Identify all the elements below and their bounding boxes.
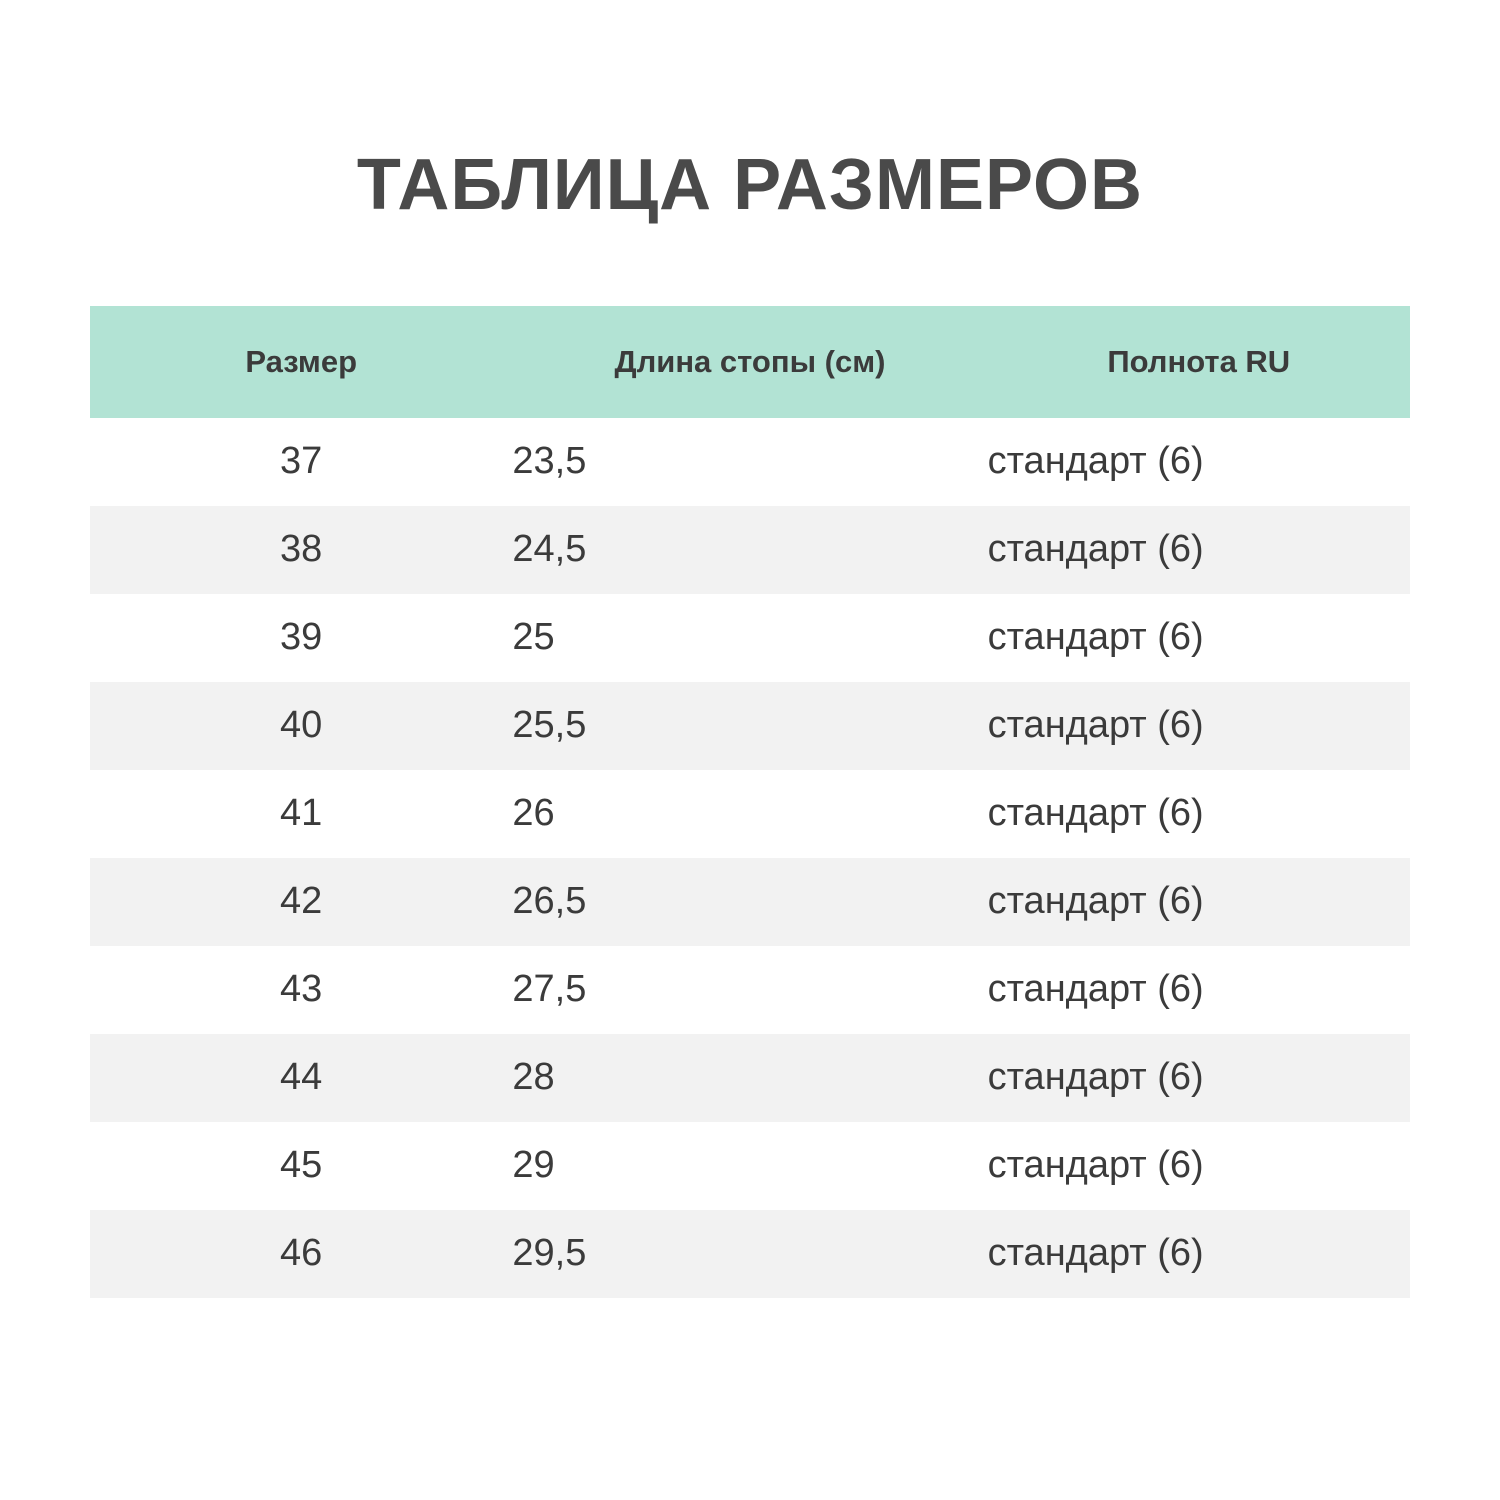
cell-size: 39 <box>280 616 323 659</box>
cell-width-ru: стандарт (6) <box>988 1034 1410 1122</box>
cell-width-ru: стандарт (6) <box>987 440 1204 483</box>
cell-foot-length: 26 <box>512 792 555 835</box>
cell-width-ru: стандарт (6) <box>987 968 1204 1011</box>
cell-width-ru: стандарт (6) <box>988 682 1410 770</box>
column-header-foot-length: Длина стопы (см) <box>512 306 987 418</box>
table-header <box>90 306 1410 418</box>
cell-width-ru: стандарт (6) <box>987 1144 1204 1187</box>
table-header-row <box>90 306 1410 418</box>
table-row <box>90 682 1410 770</box>
column-header-width-ru: Полнота RU <box>988 306 1410 418</box>
size-table <box>90 306 1410 1298</box>
cell-size: 38 <box>90 506 512 594</box>
cell-size: 44 <box>90 1034 512 1122</box>
cell-foot-length: 25 <box>512 616 555 659</box>
table-row <box>90 858 1410 946</box>
cell-foot-length: 25,5 <box>512 682 987 770</box>
table-row <box>90 418 1410 506</box>
cell-width-ru: стандарт (6) <box>988 506 1410 594</box>
table-row <box>90 1034 1410 1122</box>
cell-foot-length: 28 <box>512 1034 987 1122</box>
table-row <box>90 1210 1410 1298</box>
cell-size: 40 <box>90 682 512 770</box>
cell-size: 41 <box>280 792 323 835</box>
cell-foot-length: 29 <box>512 1144 555 1187</box>
cell-foot-length: 24,5 <box>512 506 987 594</box>
cell-width-ru: стандарт (6) <box>988 858 1410 946</box>
table-row <box>90 946 1410 1034</box>
table-row <box>90 770 1410 858</box>
cell-size: 45 <box>280 1144 323 1187</box>
column-header-size: Размер <box>90 306 512 418</box>
cell-foot-length: 26,5 <box>512 858 987 946</box>
cell-foot-length: 23,5 <box>512 440 587 483</box>
table-row <box>90 1122 1410 1210</box>
page-title: ТАБЛИЦА РАЗМЕРОВ <box>356 145 1144 225</box>
cell-width-ru: стандарт (6) <box>987 616 1204 659</box>
table-row <box>90 594 1410 682</box>
cell-size: 46 <box>90 1210 512 1298</box>
cell-width-ru: стандарт (6) <box>988 1210 1410 1298</box>
table-row <box>90 506 1410 594</box>
cell-size: 42 <box>90 858 512 946</box>
cell-foot-length: 29,5 <box>512 1210 987 1298</box>
cell-width-ru: стандарт (6) <box>987 792 1204 835</box>
cell-size: 43 <box>280 968 323 1011</box>
cell-foot-length: 27,5 <box>512 968 587 1011</box>
cell-size: 37 <box>280 440 323 483</box>
table-body <box>90 418 1410 1298</box>
